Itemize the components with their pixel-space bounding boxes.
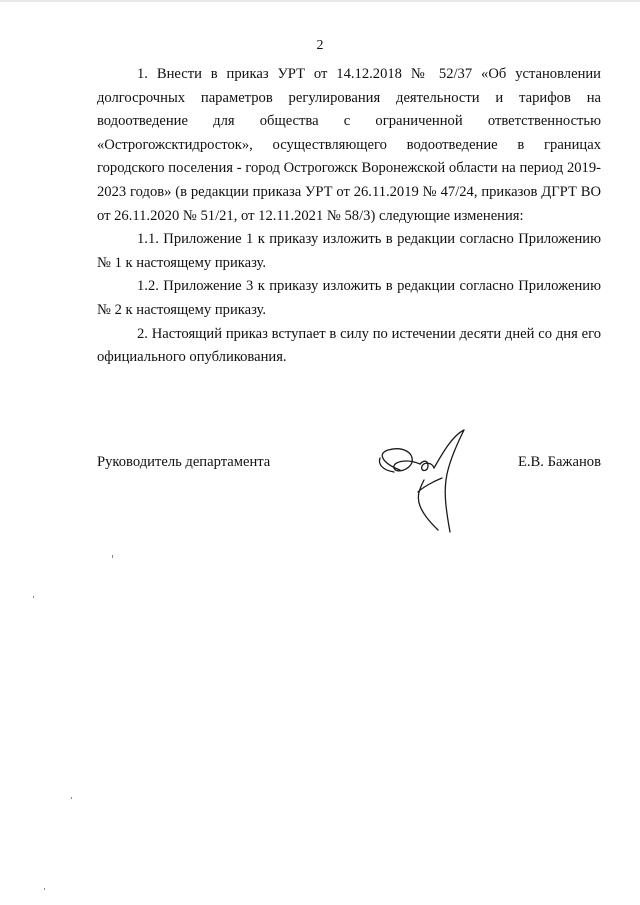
scan-speck <box>71 797 72 799</box>
signature-block <box>97 454 601 484</box>
paragraph-1: 1. Внести в приказ УРТ от 14.12.2018 № 52/37 «Об установлении долгосрочных параметров регулирования деятельности и тарифов на водоотведение для общества с ограниченной ответственностью «Острогожсктидросток», осуществляющего водоотведение в границах городского поселения - город Острогожск Воронежской области на период 2019-2023 годов» (в редакции приказа УРТ от 26.11.2019 № 47/24, приказов ДГРТ ВО от 26.11.2020 № 51/21, от 12.11.2021 № 58/3) следующие изменения: <box>97 66 601 224</box>
signatory-name: Е.В. Бажанов <box>517 454 601 470</box>
paragraph-2: 2. Настоящий приказ вступает в силу по истечении десяти дней со дня его официального опубликования. <box>97 325 601 366</box>
scan-speck <box>44 888 45 890</box>
scan-speck <box>112 555 113 558</box>
handwritten-signature <box>372 424 482 536</box>
paragraph-1-2: 1.2. Приложение 3 к приказу изложить в редакции согласно Приложению № 2 к настоящему приказу. <box>97 278 601 318</box>
signatory-role: Руководитель департамента <box>97 454 271 470</box>
document-body <box>97 63 601 370</box>
scan-speck <box>33 596 34 598</box>
paragraph-1-1: 1.1. Приложение 1 к приказу изложить в редакции согласно Приложению № 1 к настоящему приказу. <box>97 231 601 271</box>
scan-top-edge <box>0 0 640 2</box>
page-number: 2 <box>316 38 324 53</box>
